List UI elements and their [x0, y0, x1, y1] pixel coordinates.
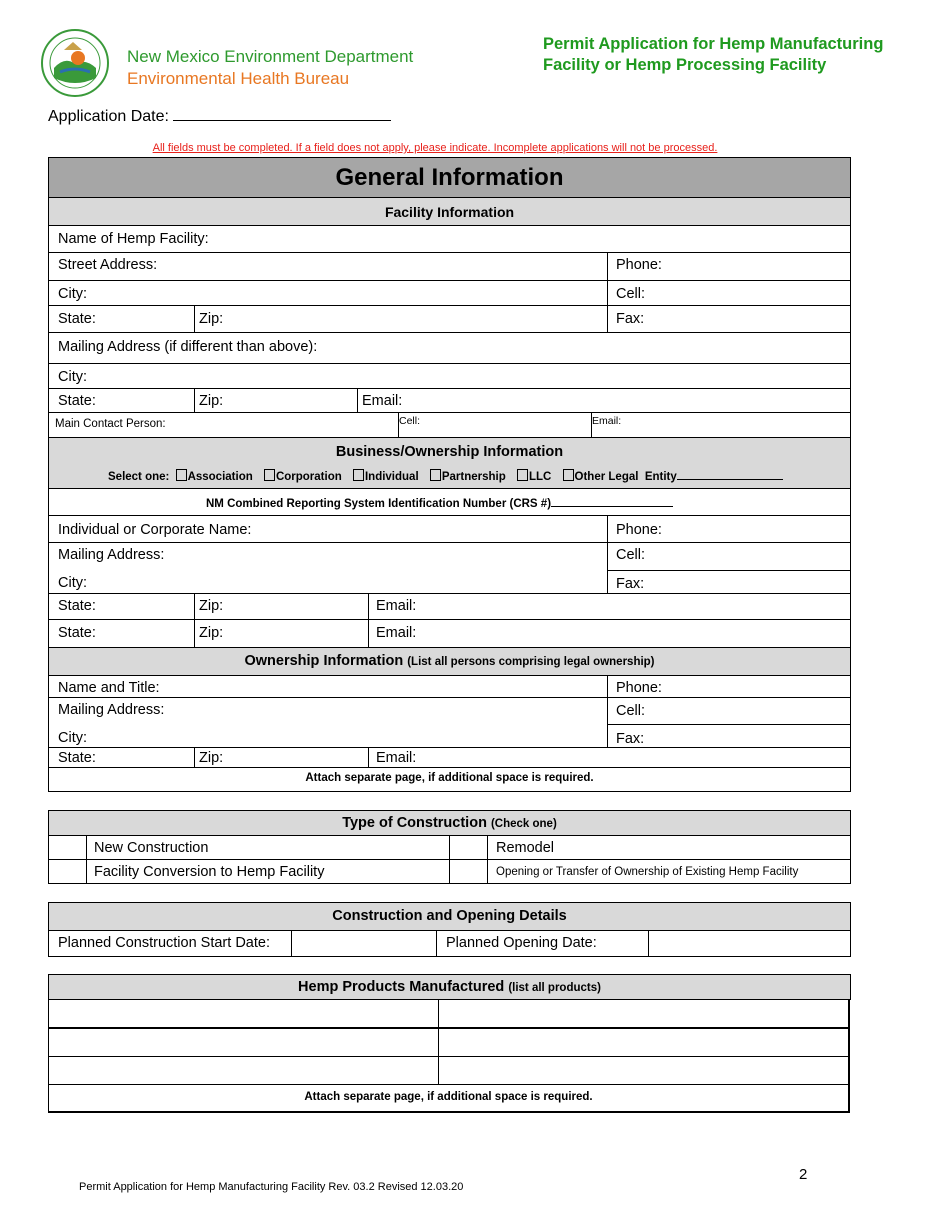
corp-zip2-label: Zip:: [199, 625, 224, 641]
facility-cell-label: Cell:: [616, 286, 646, 302]
owner-phone-field[interactable]: [607, 675, 851, 698]
corp-zip-label: Zip:: [199, 598, 224, 614]
facility-mailing-label: Mailing Address (if different than above):: [58, 339, 318, 355]
owner-cell-field[interactable]: [607, 697, 851, 725]
option-partnership-label: Partnership: [441, 471, 506, 483]
general-info-header: [48, 157, 851, 198]
owner-name-field[interactable]: [48, 675, 608, 698]
remodel-checkbox[interactable]: [449, 835, 488, 860]
application-date-label: Application Date:: [48, 108, 169, 125]
option-partnership[interactable]: [430, 471, 506, 483]
other-entity-line[interactable]: [677, 469, 783, 480]
product-input[interactable]: [438, 1056, 850, 1085]
transfer-checkbox[interactable]: [449, 859, 488, 884]
main-contact-cell-label: Cell:: [399, 415, 421, 427]
business-info-title: Business/Ownership Information: [335, 444, 564, 460]
option-individual[interactable]: [353, 471, 419, 483]
option-llc[interactable]: [517, 471, 551, 483]
owner-phone-label: Phone:: [616, 680, 662, 696]
facility-mailing-field[interactable]: [48, 332, 851, 364]
conversion-label: Facility Conversion to Hemp Facility: [94, 864, 325, 880]
products-attach-note: [48, 1084, 850, 1113]
owner-state-field[interactable]: [48, 747, 195, 768]
form-title-line2: Facility or Hemp Processing Facility: [543, 56, 827, 74]
opening-details-header: [48, 902, 851, 931]
facility-state-field[interactable]: [48, 305, 195, 333]
crs-number-label: NM Combined Reporting System Identification Number (CRS #): [206, 498, 552, 510]
owner-fax-label: Fax:: [616, 731, 645, 747]
transfer-option: [487, 859, 851, 884]
corp-city-label: City:: [58, 575, 87, 591]
option-association[interactable]: [176, 471, 253, 483]
facility-cell-field[interactable]: [607, 280, 851, 306]
ownership-info-note: (List all persons comprising legal ownership): [407, 656, 655, 668]
corp-email-label: Email:: [376, 598, 417, 614]
option-association-label: Association: [187, 471, 253, 483]
owner-zip-field[interactable]: [194, 747, 369, 768]
page-number: 2: [799, 1166, 808, 1183]
corp-state-field[interactable]: [48, 593, 195, 620]
product-input[interactable]: [48, 1027, 439, 1057]
product-input[interactable]: [438, 1027, 850, 1057]
entity-type-options: [108, 469, 783, 483]
mailing-email-label: Email:: [362, 393, 403, 409]
ownership-info-heading: [49, 653, 850, 669]
owner-city-label: City:: [58, 730, 87, 746]
owner-state-label: State:: [58, 750, 96, 766]
corp-cell-label: Cell:: [616, 547, 646, 563]
mailing-city-label: City:: [58, 369, 87, 385]
start-date-label: Planned Construction Start Date:: [58, 935, 270, 951]
checkbox-icon[interactable]: [563, 469, 574, 481]
remodel-label: Remodel: [496, 840, 555, 856]
business-info-header: [48, 437, 851, 489]
construction-type-note: (Check one): [490, 818, 557, 830]
corp-email-field[interactable]: [368, 593, 851, 620]
checkbox-icon[interactable]: [264, 469, 275, 481]
facility-zip-label: Zip:: [199, 311, 224, 327]
facility-city-field[interactable]: [48, 280, 608, 306]
construction-type-header: [48, 810, 851, 836]
corp-mailing-label: Mailing Address:: [58, 547, 165, 563]
corp-mailing-field[interactable]: [48, 542, 608, 594]
checkbox-icon[interactable]: [353, 469, 364, 481]
owner-name-label: Name and Title:: [58, 680, 160, 696]
hemp-products-heading: [49, 979, 850, 995]
department-name: New Mexico Environment Department: [127, 47, 414, 66]
conversion-option: [86, 859, 450, 884]
checkbox-icon[interactable]: [176, 469, 187, 481]
product-input[interactable]: [438, 999, 850, 1028]
product-input[interactable]: [48, 1056, 439, 1085]
facility-phone-field[interactable]: [607, 252, 851, 281]
mailing-city-field[interactable]: [48, 363, 851, 389]
corp-email2-field[interactable]: [368, 619, 851, 648]
corp-name-label: Individual or Corporate Name:: [58, 522, 252, 538]
option-other-label: Other Legal Entity: [574, 471, 677, 483]
corp-fax-field[interactable]: [607, 570, 851, 594]
mailing-zip-field[interactable]: [194, 388, 358, 413]
facility-phone-label: Phone:: [616, 257, 662, 273]
facility-state-label: State:: [58, 311, 96, 327]
corp-name-field[interactable]: [48, 515, 608, 543]
corp-phone-label: Phone:: [616, 522, 662, 538]
form-title-line1: Permit Application for Hemp Manufacturing: [543, 35, 884, 53]
mailing-zip-label: Zip:: [199, 393, 224, 409]
main-contact-label: Main Contact Person:: [55, 418, 166, 430]
facility-info-header: [48, 197, 851, 226]
bureau-name: Environmental Health Bureau: [127, 69, 350, 88]
corp-cell-field[interactable]: [607, 542, 851, 571]
owner-zip-label: Zip:: [199, 750, 224, 766]
ownership-info-header: [48, 647, 851, 676]
main-contact-email-label: Email:: [592, 415, 622, 427]
main-contact-field[interactable]: [48, 412, 399, 438]
facility-fax-field[interactable]: [607, 305, 851, 333]
checkbox-icon[interactable]: [430, 469, 441, 481]
general-attach-note-text: Attach separate page, if additional space is required.: [305, 772, 594, 784]
option-individual-label: Individual: [364, 471, 419, 483]
option-corporation-label: Corporation: [275, 471, 342, 483]
general-attach-note: [48, 767, 851, 792]
warning-notice: All fields must be completed. If a field does not apply, please indicate. Incomplete applications will not be processed.: [152, 142, 718, 154]
facility-info-title: Facility Information: [384, 204, 515, 220]
owner-mailing-label: Mailing Address:: [58, 702, 165, 718]
hemp-products-note: (list all products): [508, 982, 601, 994]
corp-fax-label: Fax:: [616, 576, 645, 592]
new-construction-checkbox[interactable]: [48, 835, 87, 860]
footer-text: Permit Application for Hemp Manufacturing Facility Rev. 03.2 Revised 12.03.20: [79, 1181, 464, 1193]
corp-zip-field[interactable]: [194, 593, 369, 620]
nmed-seal-logo: [40, 28, 110, 98]
owner-fax-field[interactable]: [607, 724, 851, 748]
checkbox-icon[interactable]: [517, 469, 528, 481]
conversion-checkbox[interactable]: [48, 859, 87, 884]
corp-phone-field[interactable]: [607, 515, 851, 543]
opening-date-label: Planned Opening Date:: [446, 935, 597, 951]
mailing-state-field[interactable]: [48, 388, 195, 413]
corp-state2-label: State:: [58, 625, 96, 641]
facility-name-field[interactable]: [48, 225, 851, 253]
option-other[interactable]: [563, 471, 783, 483]
start-date-label-cell: [48, 930, 292, 957]
mailing-state-label: State:: [58, 393, 96, 409]
hemp-products-header: [48, 974, 851, 1000]
facility-zip-field[interactable]: [194, 305, 608, 333]
application-date-line[interactable]: [173, 106, 391, 121]
facility-city-label: City:: [58, 286, 87, 302]
crs-number-line[interactable]: [551, 496, 673, 507]
ownership-info-title: Ownership Information: [244, 653, 404, 669]
owner-cell-label: Cell:: [616, 703, 646, 719]
crs-number-field[interactable]: [48, 488, 851, 516]
option-corporation[interactable]: [264, 471, 342, 483]
corp-state2-field[interactable]: [48, 619, 195, 648]
construction-type-heading: [49, 815, 850, 831]
remodel-option: [487, 835, 851, 860]
application-date-field[interactable]: [48, 106, 391, 126]
corp-email2-label: Email:: [376, 625, 417, 641]
facility-fax-label: Fax:: [616, 311, 645, 327]
opening-date-input[interactable]: [648, 930, 851, 957]
opening-date-label-cell: [436, 930, 649, 957]
facility-name-label: Name of Hemp Facility:: [58, 231, 209, 247]
construction-type-title: Type of Construction: [342, 815, 487, 831]
facility-street-field[interactable]: [48, 252, 608, 281]
new-construction-label: New Construction: [94, 840, 209, 856]
facility-street-label: Street Address:: [58, 257, 158, 273]
main-contact-email-field[interactable]: [591, 412, 851, 438]
product-input[interactable]: [48, 999, 439, 1028]
option-llc-label: LLC: [528, 471, 552, 483]
hemp-products-title: Hemp Products Manufactured: [298, 979, 505, 995]
opening-details-title: Construction and Opening Details: [332, 908, 567, 924]
new-construction-option: [86, 835, 450, 860]
products-attach-note-text: Attach separate page, if additional space is required.: [304, 1091, 593, 1103]
corp-state-label: State:: [58, 598, 96, 614]
owner-email-field[interactable]: [368, 747, 851, 768]
owner-mailing-field[interactable]: [48, 697, 608, 748]
mailing-email-field[interactable]: [357, 388, 851, 413]
main-contact-cell-field[interactable]: [398, 412, 592, 438]
select-one-label: Select one:: [108, 471, 170, 483]
transfer-label: Opening or Transfer of Ownership of Existing Hemp Facility: [496, 866, 799, 878]
corp-zip2-field[interactable]: [194, 619, 369, 648]
start-date-input[interactable]: [291, 930, 437, 957]
crs-number-row: [206, 496, 673, 510]
owner-email-label: Email:: [376, 750, 417, 766]
general-info-title: General Information: [335, 164, 564, 191]
